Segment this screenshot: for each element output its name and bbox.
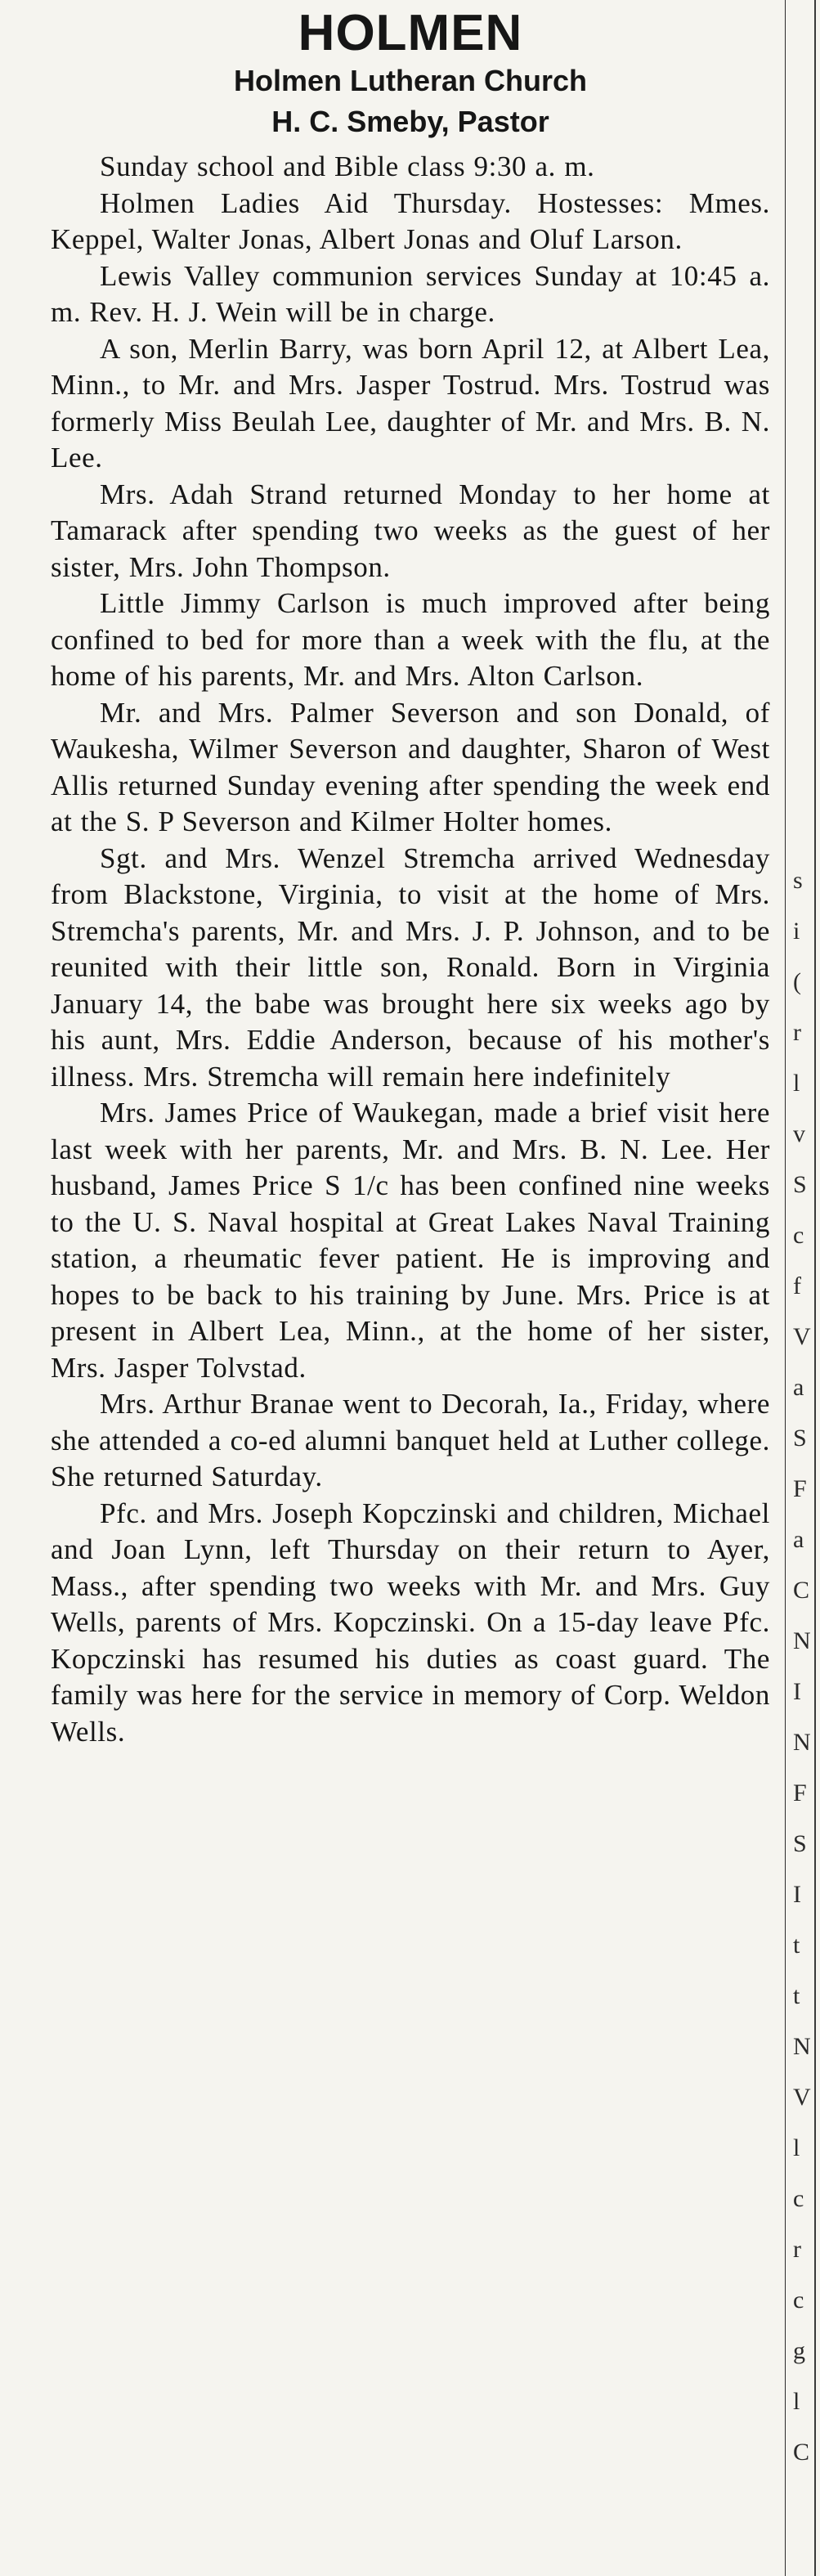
news-item: Mr. and Mrs. Palmer Severson and son Donald, of Waukesha, Wilmer Severson and daughter, Sharon of West Allis returned Sunday evening after spending the week end at the S. P Severson and Kilmer Holter homes. (51, 696, 770, 837)
church-name: Holmen Lutheran Church (233, 64, 588, 97)
edge-fragment: a (793, 1526, 804, 1553)
news-item: Mrs. Arthur Branae went to Decorah, Ia., Friday, where she attended a co-ed alumni banquet held at Luther college. She returned Saturday. (51, 1388, 770, 1492)
news-item: Sgt. and Mrs. Wenzel Stremcha arrived Wednesday from Blackstone, Virginia, to visit at the home of Mrs. Stremcha's parents, Mr. and Mrs. J. P. Johnson, and to be reunited with their little son, Ronald. Born in Virginia January 14, the babe was brought here six weeks ago by his aunt, Mrs. Eddie Anderson, because of his mother's illness. Mrs. Stremcha will remain here indefinitely (51, 841, 770, 1093)
edge-fragment: s (793, 867, 803, 894)
news-item: Lewis Valley communion services Sunday at 10:45 a. m. Rev. H. J. Wein will be in charge. (51, 259, 770, 328)
edge-fragment: F (793, 1779, 807, 1806)
edge-fragment: c (793, 2287, 804, 2313)
edge-fragment: I (793, 1881, 801, 1908)
edge-fragment: V (793, 1323, 811, 1350)
news-column (51, 7, 770, 1750)
edge-fragment: C (793, 2439, 810, 2466)
edge-fragment: l (793, 2134, 800, 2161)
column-rule (785, 0, 786, 2576)
edge-fragment: t (793, 1982, 800, 2009)
page-edge-rule (814, 0, 816, 2576)
news-item: Sunday school and Bible class 9:30 a. m. (100, 150, 595, 182)
edge-fragment: V (793, 2084, 811, 2111)
edge-fragment: N (793, 2033, 811, 2060)
news-item: A son, Merlin Barry, was born April 12, at Albert Lea, Minn., to Mr. and Mrs. Jasper Tostrud. Mrs. Tostrud was formerly Miss Beulah Lee, daughter of Mr. and Mrs. B. N. Lee. (51, 332, 770, 473)
edge-fragment: i (793, 918, 800, 945)
pastor-name: H. C. Smeby, Pastor (271, 105, 549, 138)
news-item: Holmen Ladies Aid Thursday. Hostesses: Mmes. Keppel, Walter Jonas, Albert Jonas and Oluf Larson. (51, 186, 770, 255)
edge-fragment: l (793, 1070, 800, 1097)
edge-fragment: S (793, 1830, 807, 1857)
news-item: Mrs. Adah Strand returned Monday to her home at Tamarack after spending two weeks as the guest of her sister, Mrs. John Thompson. (51, 478, 770, 583)
edge-fragment: f (793, 1272, 801, 1299)
edge-fragment: N (793, 1729, 811, 1756)
edge-fragment: c (793, 2185, 804, 2212)
edge-fragment: S (793, 1171, 807, 1198)
edge-fragment: S (793, 1425, 807, 1452)
edge-fragment: r (793, 2236, 801, 2263)
edge-fragment: I (793, 1678, 801, 1705)
edge-fragment: t (793, 1932, 800, 1959)
news-item: Mrs. James Price of Waukegan, made a brief visit here last week with her parents, Mr. and Mrs. B. N. Lee. Her husband, James Price S 1/c has been confined nine weeks to the U. S. Naval hospital at Great Lakes Naval Training station, a rheumatic fever patient. He is improving and hopes to be back to his training by June. Mrs. Price is at present in Albert Lea, Minn., at the home of her sister, Mrs. Jasper Tolvstad. (51, 1097, 770, 1384)
edge-fragment: v (793, 1120, 805, 1147)
edge-fragment: c (793, 1222, 804, 1249)
news-item: Little Jimmy Carlson is much improved after being confined to bed for more than a week with the flu, at the home of his parents, Mr. and Mrs. Alton Carlson. (51, 587, 770, 692)
edge-fragment: l (793, 2388, 800, 2415)
edge-fragment: C (793, 1577, 810, 1604)
edge-fragment: g (793, 2337, 805, 2364)
headline: HOLMEN (298, 5, 523, 61)
edge-fragment: r (793, 1019, 801, 1046)
news-item: Pfc. and Mrs. Joseph Kopczinski and children, Michael and Joan Lynn, left Thursday on their return to Ayer, Mass., after spending two weeks with Mr. and Mrs. Guy Wells, parents of Mrs. Kopczinski. On a 15-day leave Pfc. Kopczinski has resumed his duties as coast guard. The family was here for the service in memory of Corp. Weldon Wells. (51, 1497, 770, 1748)
edge-fragment: ( (793, 968, 801, 995)
edge-fragment: N (793, 1627, 811, 1654)
edge-fragment: a (793, 1374, 804, 1401)
edge-fragment: F (793, 1475, 807, 1502)
news-items (51, 149, 770, 1750)
